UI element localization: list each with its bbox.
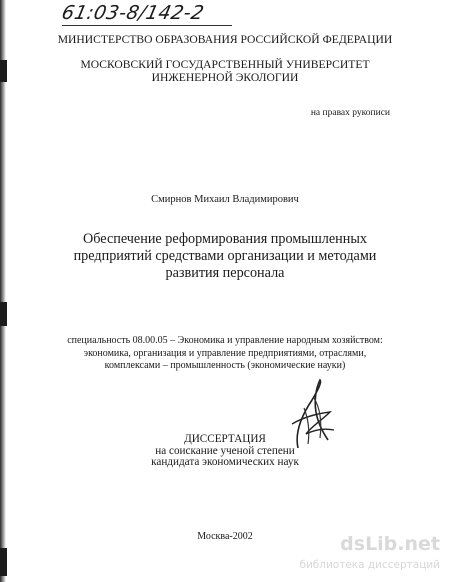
watermark-domain: dsLib.net xyxy=(340,533,440,555)
watermark-subtitle: библиотека диссертаций xyxy=(299,559,440,571)
handwritten-code: 61:03-8/142-2 xyxy=(59,2,207,24)
title-line-1: Обеспечение реформирования промышленных xyxy=(83,231,367,247)
ministry-name: МИНИСТЕРСТВО ОБРАЗОВАНИЯ РОССИЙСКОЙ ФЕДЕРАЦИИ xyxy=(57,33,393,46)
scan-edge-mark xyxy=(0,302,7,326)
title-line-2: предприятий средствами организации и методами xyxy=(73,248,377,264)
dissertation-title xyxy=(0,231,450,282)
specialty-block xyxy=(0,335,450,373)
university-line-2: ИНЖЕНЕРНОЙ ЭКОЛОГИИ xyxy=(151,71,299,84)
degree-line-2: кандидата экономических наук xyxy=(151,456,299,468)
specialty-line-3: комплексами – промышленность (экономические науки) xyxy=(104,360,346,371)
watermark-stamp xyxy=(299,529,450,582)
specialty-line-1: специальность 08.00.05 – Экономика и управление народным хозяйством: xyxy=(67,335,383,346)
dissertation-heading: ДИССЕРТАЦИЯ xyxy=(184,433,266,445)
title-line-3: развития персонала xyxy=(165,265,285,281)
university-line-1: МОСКОВСКИЙ ГОСУДАРСТВЕННЫЙ УНИВЕРСИТЕТ xyxy=(80,58,370,71)
degree-line-1: на соискание ученой степени xyxy=(155,444,295,457)
scan-edge-mark xyxy=(0,548,7,576)
author-name: Смирнов Михаил Владимирович xyxy=(151,194,299,205)
scan-shadow-edge xyxy=(0,0,6,582)
handwritten-underline xyxy=(62,25,232,26)
city-year: Москва-2002 xyxy=(197,531,253,542)
rights-note: на правах рукописи xyxy=(310,108,390,118)
specialty-line-2: экономика, организация и управление предприятиями, отраслями, xyxy=(83,347,367,359)
university-name xyxy=(0,58,450,84)
dissertation-block xyxy=(0,434,450,469)
